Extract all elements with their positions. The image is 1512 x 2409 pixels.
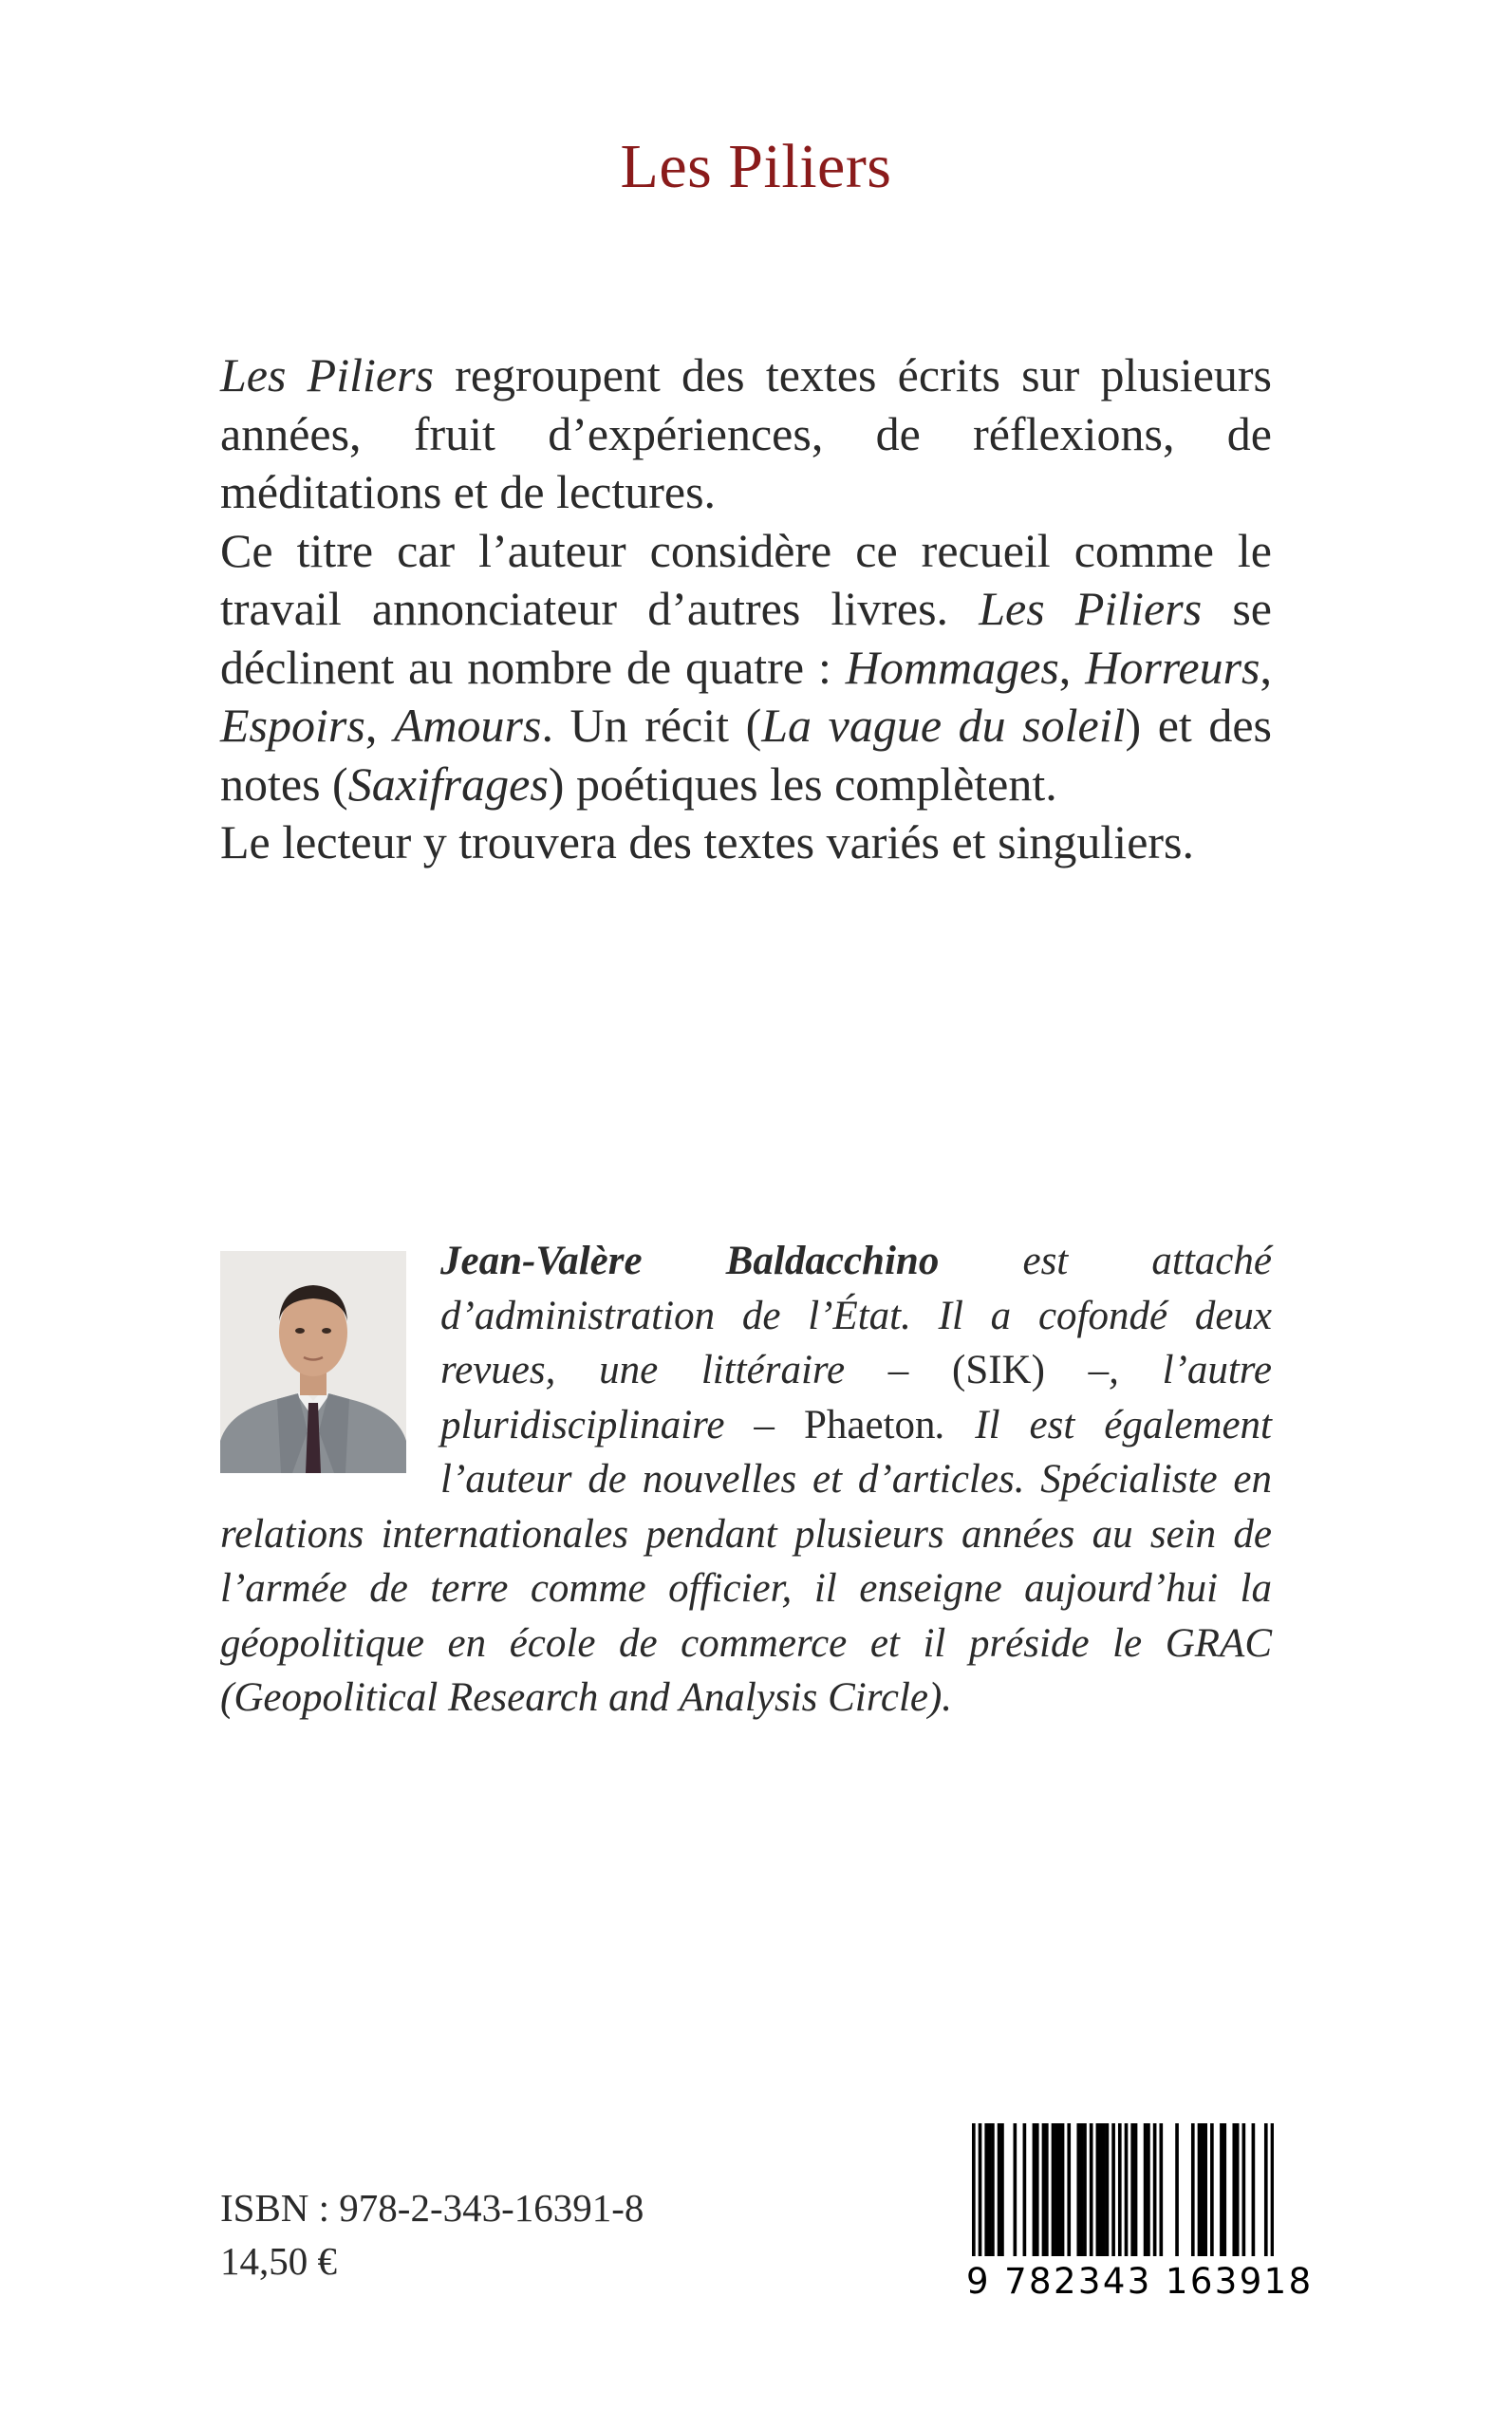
- barcode-digits: 9 782343 163918: [966, 2261, 1314, 2302]
- barcode-bar: [1106, 2123, 1110, 2256]
- barcode-bar: [1061, 2123, 1065, 2256]
- barcode-bar: [988, 2123, 992, 2256]
- barcode-bar: [972, 2123, 976, 2256]
- barcode-bar: [1052, 2123, 1055, 2256]
- blurb-text: ) poétiques les complètent.: [548, 756, 1057, 811]
- barcode-bar: [1080, 2123, 1084, 2256]
- barcode-bar: [1153, 2123, 1157, 2256]
- barcode-bar: [1210, 2123, 1214, 2256]
- barcode-bar: [984, 2123, 988, 2256]
- blurb-text: ,: [1260, 640, 1272, 694]
- blurb-text: regroupent des textes écrits sur plusieurs années, fruit d’expériences, de réflexions, de méditations et de lectures.: [220, 348, 1272, 518]
- barcode-bar: [1252, 2123, 1256, 2256]
- barcode-bar: [1159, 2123, 1163, 2256]
- back-cover-blurb: [220, 346, 1272, 872]
- barcode-bar: [1236, 2123, 1240, 2256]
- blurb-recit-title: La vague du soleil: [761, 699, 1126, 752]
- barcode-bar: [1198, 2123, 1202, 2256]
- blurb-text: . Un récit (: [541, 699, 762, 752]
- bio-journal-sik: (SIK): [952, 1348, 1045, 1392]
- blurb-text: Ce titre car l’auteur considère ce recueil comme le travail annonciateur d’autres livres.: [220, 523, 1272, 635]
- blurb-title-ref: Les Piliers: [220, 348, 434, 402]
- bio-journal-phaeton: Phaeton: [803, 1402, 936, 1447]
- barcode-bar: [1102, 2123, 1106, 2256]
- author-bio: [220, 1234, 1272, 1726]
- author-photo: [220, 1251, 406, 1473]
- barcode-bar: [991, 2123, 995, 2256]
- blurb-paragraph-3: Le lecteur y trouvera des textes variés et singuliers.: [220, 815, 1195, 868]
- barcode-bar: [1118, 2123, 1122, 2256]
- barcode-bar: [1067, 2123, 1071, 2256]
- blurb-title-ref: Les Piliers: [979, 582, 1203, 635]
- blurb-paragraph-2: [220, 522, 1272, 814]
- barcode-bar: [1223, 2123, 1226, 2256]
- barcode-bar: [1055, 2123, 1058, 2256]
- barcode-bar: [1264, 2123, 1268, 2256]
- blurb-section-amours: Amours: [393, 699, 542, 752]
- barcode-bar: [1076, 2123, 1080, 2256]
- blurb-section-horreurs: Horreurs: [1085, 640, 1260, 694]
- barcode-bar: [1014, 2123, 1017, 2256]
- barcode-bar: [979, 2123, 982, 2256]
- blurb-text: se déclinent au nombre de quatre :: [220, 582, 1272, 694]
- price: 14,50 €: [220, 2239, 337, 2283]
- bio-text: –, l’autre pluridisciplinaire –: [440, 1348, 1272, 1447]
- barcode-bar: [1271, 2123, 1274, 2256]
- barcode-bar: [1242, 2123, 1246, 2256]
- barcode-bar: [1232, 2123, 1236, 2256]
- barcode-bar: [1096, 2123, 1100, 2256]
- blurb-section-espoirs: Espoirs: [220, 699, 365, 752]
- barcode-bar: [1045, 2123, 1049, 2256]
- barcode-bar: [1220, 2123, 1223, 2256]
- barcode-bar: [1090, 2123, 1093, 2256]
- barcode-bar: [1023, 2123, 1027, 2256]
- barcode-bar: [998, 2123, 1001, 2256]
- barcode-bar: [1111, 2123, 1115, 2256]
- barcode-bar: [1099, 2123, 1103, 2256]
- barcode-bar: [1036, 2123, 1039, 2256]
- barcode-bar: [1204, 2123, 1207, 2256]
- barcode-bar: [1201, 2123, 1204, 2256]
- blurb-section-hommages: Hommages: [845, 640, 1059, 694]
- book-title: Les Piliers: [620, 132, 892, 201]
- barcode-bar: [1130, 2123, 1134, 2256]
- blurb-text: ,: [1058, 640, 1086, 694]
- barcode-bar: [1144, 2123, 1148, 2256]
- barcode-bar: [1191, 2123, 1195, 2256]
- barcode-bar: [1083, 2123, 1087, 2256]
- barcode-bar: [1125, 2123, 1129, 2256]
- barcode-bar: [1057, 2123, 1061, 2256]
- blurb-notes-title: Saxifrages: [347, 756, 549, 811]
- isbn: ISBN : 978-2-343-16391-8: [220, 2186, 644, 2230]
- blurb-text: ,: [364, 699, 394, 752]
- barcode-bar: [1175, 2123, 1179, 2256]
- barcode-bar: [1000, 2123, 1004, 2256]
- blurb-text: ) et des notes (: [220, 699, 1273, 811]
- bio-text: est attaché d’administration de l’État. Il a cofondé deux revues, une littéraire –: [440, 1239, 1272, 1392]
- barcode-bar: [1134, 2123, 1138, 2256]
- barcode-bar: [1033, 2123, 1036, 2256]
- barcode: [972, 2123, 1274, 2256]
- barcode-bar: [1042, 2123, 1046, 2256]
- barcode-bar: [1147, 2123, 1150, 2256]
- bio-text: . Il est également l’auteur de nouvelles et d’articles. Spécialiste en relations internationales pendant plusieurs années au sein de l’armée de terre comme officier, il enseigne aujourd’hui la géopolitique en école de commerce et il préside le GRAC (Geopolitical Research and Analysis Circle).: [220, 1402, 1272, 1720]
- blurb-paragraph-1: [220, 346, 1272, 522]
- author-name: Jean-Valère Baldacchino: [440, 1239, 940, 1283]
